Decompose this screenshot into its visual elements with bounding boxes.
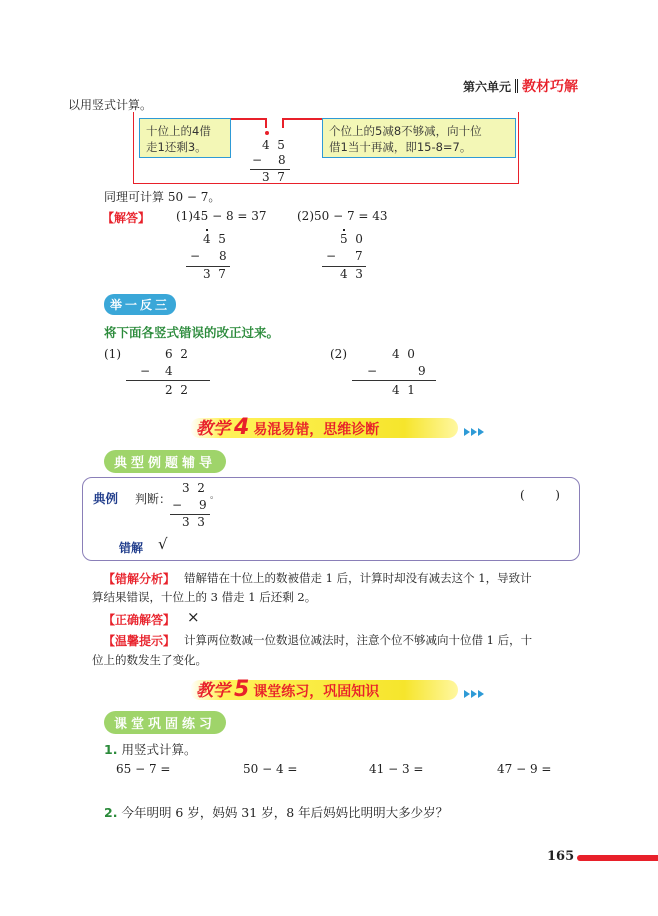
analysis-text-1: 错解错在十位上的数被借走 1 后，计算时却没有减去这个 1，导致计: [184, 571, 532, 585]
section-5-heading: [196, 676, 379, 702]
typical-badge: 典型例题辅导: [104, 450, 226, 473]
practice-2-top: 4 0: [392, 347, 415, 361]
practice-2-line: [352, 380, 436, 381]
example2-calc-result: 3 3: [182, 515, 205, 529]
example2-calc-sub: 9: [199, 498, 207, 512]
tip-text-1: 计算两位数减一位数退位减法时，注意个位不够减向十位借 1 后，十: [184, 633, 533, 647]
arrow-icon: [478, 428, 484, 436]
practice-1-op: −: [140, 364, 151, 378]
practice-2-op: −: [367, 364, 378, 378]
q2-text: 今年明明 6 岁，妈妈 31 岁，8 年后妈妈比明明大多少岁？: [121, 805, 449, 820]
answer-calc2-dot: [343, 229, 345, 231]
section-5-arrows: [464, 687, 485, 701]
q1-text: 用竖式计算。: [121, 742, 197, 757]
practice-2-sub: 9: [418, 364, 426, 378]
answer-calc1-top: 4 5: [203, 232, 226, 246]
q1-heading: [104, 740, 196, 758]
arrow-icon: [464, 428, 470, 436]
note-left-line2: 走1还剩3。: [146, 140, 207, 154]
q1-item-2: 50 − 4 =: [243, 762, 298, 776]
practice-2-result: 4 1: [392, 383, 415, 397]
answer-q2: (2)50 − 7 = 43: [297, 209, 388, 223]
arrow-icon: [471, 690, 477, 698]
section-4-arrows: [464, 425, 485, 439]
page-number-bar: [577, 855, 658, 861]
connector-right-vertical: [282, 118, 284, 128]
arrow-icon: [464, 690, 470, 698]
calc-top: 4 5: [262, 138, 285, 152]
example2-label: 典例: [93, 491, 119, 506]
answer-q1: (1)45 − 8 = 37: [176, 209, 267, 223]
answer-calc1-result: 3 7: [203, 267, 226, 281]
connector-left-vertical: [265, 118, 267, 128]
correct-mark: ×: [187, 608, 200, 626]
practice-1-line: [126, 380, 210, 381]
tip-label: 【温馨提示】: [103, 634, 176, 648]
answer-calc2-sub: 7: [355, 249, 363, 263]
practice-1-label: (1): [104, 347, 121, 361]
consolidate-badge: 课堂巩固练习: [104, 711, 226, 734]
example2-calc-top: 3 2: [182, 481, 205, 495]
note-left-line1: 十位上的4借: [146, 124, 211, 138]
example2-blank: ( ): [520, 488, 560, 502]
note-right-line2: 借1当十再减，即15-8=7。: [329, 140, 472, 154]
practice-1-top: 6 2: [165, 347, 188, 361]
page-header: [463, 76, 578, 96]
tip-text-2: 位上的数发生了变化。: [92, 653, 207, 667]
answer-calc1-sub: 8: [219, 249, 227, 263]
connector-left: [231, 118, 265, 120]
practice-1-result: 2 2: [165, 383, 188, 397]
practice-2-label: (2): [330, 347, 347, 361]
q1-item-3: 41 − 3 =: [369, 762, 424, 776]
intro-text: 以用竖式计算。: [68, 98, 153, 112]
header-chapter: 第六单元: [462, 79, 511, 94]
answer-calc2-result: 4 3: [340, 267, 363, 281]
practice-1-sub: 4: [165, 364, 173, 378]
q2-heading: [104, 803, 448, 821]
arrow-icon: [478, 690, 484, 698]
note-left: [139, 118, 231, 158]
example2-wrong-label: 错解: [119, 541, 144, 555]
section-4-title: 易混易错，思维诊断: [253, 422, 380, 438]
note-right: [322, 118, 516, 158]
answer-calc2-op: −: [326, 249, 337, 263]
q1-item-4: 47 − 9 =: [497, 762, 552, 776]
section-5-prefix: 教学: [196, 681, 230, 701]
section-5-title: 课堂练习，巩固知识: [253, 684, 380, 700]
answer-calc1-op: −: [190, 249, 201, 263]
note-right-line1: 个位上的5减8不够减，向十位: [329, 124, 482, 138]
practice-instruction: 将下面各竖式错误的改正过来。: [104, 325, 280, 340]
calc-op: −: [252, 153, 263, 167]
section-5-number: 5: [234, 677, 250, 702]
header-title: 教材巧解: [522, 79, 578, 95]
calc-result: 3 7: [262, 170, 285, 184]
answer-calc1-dot: [206, 229, 208, 231]
q2-number: 2.: [104, 805, 118, 820]
q1-number: 1.: [104, 742, 118, 757]
connector-right: [282, 118, 322, 120]
borrow-dot: [265, 131, 269, 135]
answer-calc2-top: 5 0: [340, 232, 363, 246]
q1-item-1: 65 − 7 =: [116, 762, 171, 776]
analysis-label: 【错解分析】: [103, 572, 176, 586]
section-4-number: 4: [234, 415, 250, 440]
correct-label: 【正确解答】: [103, 613, 176, 627]
practice-badge-text: 举一反三: [104, 294, 176, 315]
same-reason-text: 同理可计算 50 − 7。: [104, 190, 221, 204]
practice-badge: [104, 294, 176, 315]
section-4-prefix: 教学: [196, 419, 230, 439]
section-4-heading: [196, 414, 379, 440]
example2-calc-op: −: [172, 498, 183, 512]
example2-prompt: 判断：: [135, 492, 172, 506]
example2-wrong-mark: √: [158, 535, 168, 553]
arrow-icon: [471, 428, 477, 436]
answer-label: 【解答】: [102, 211, 151, 225]
calc-sub: 8: [278, 153, 286, 167]
analysis-text-2: 算结果错误，十位上的 3 借走 1 后还剩 2。: [92, 590, 317, 604]
header-divider: [515, 79, 518, 93]
example2-calc-dot: 。: [210, 491, 220, 501]
page-number: 165: [547, 849, 575, 864]
